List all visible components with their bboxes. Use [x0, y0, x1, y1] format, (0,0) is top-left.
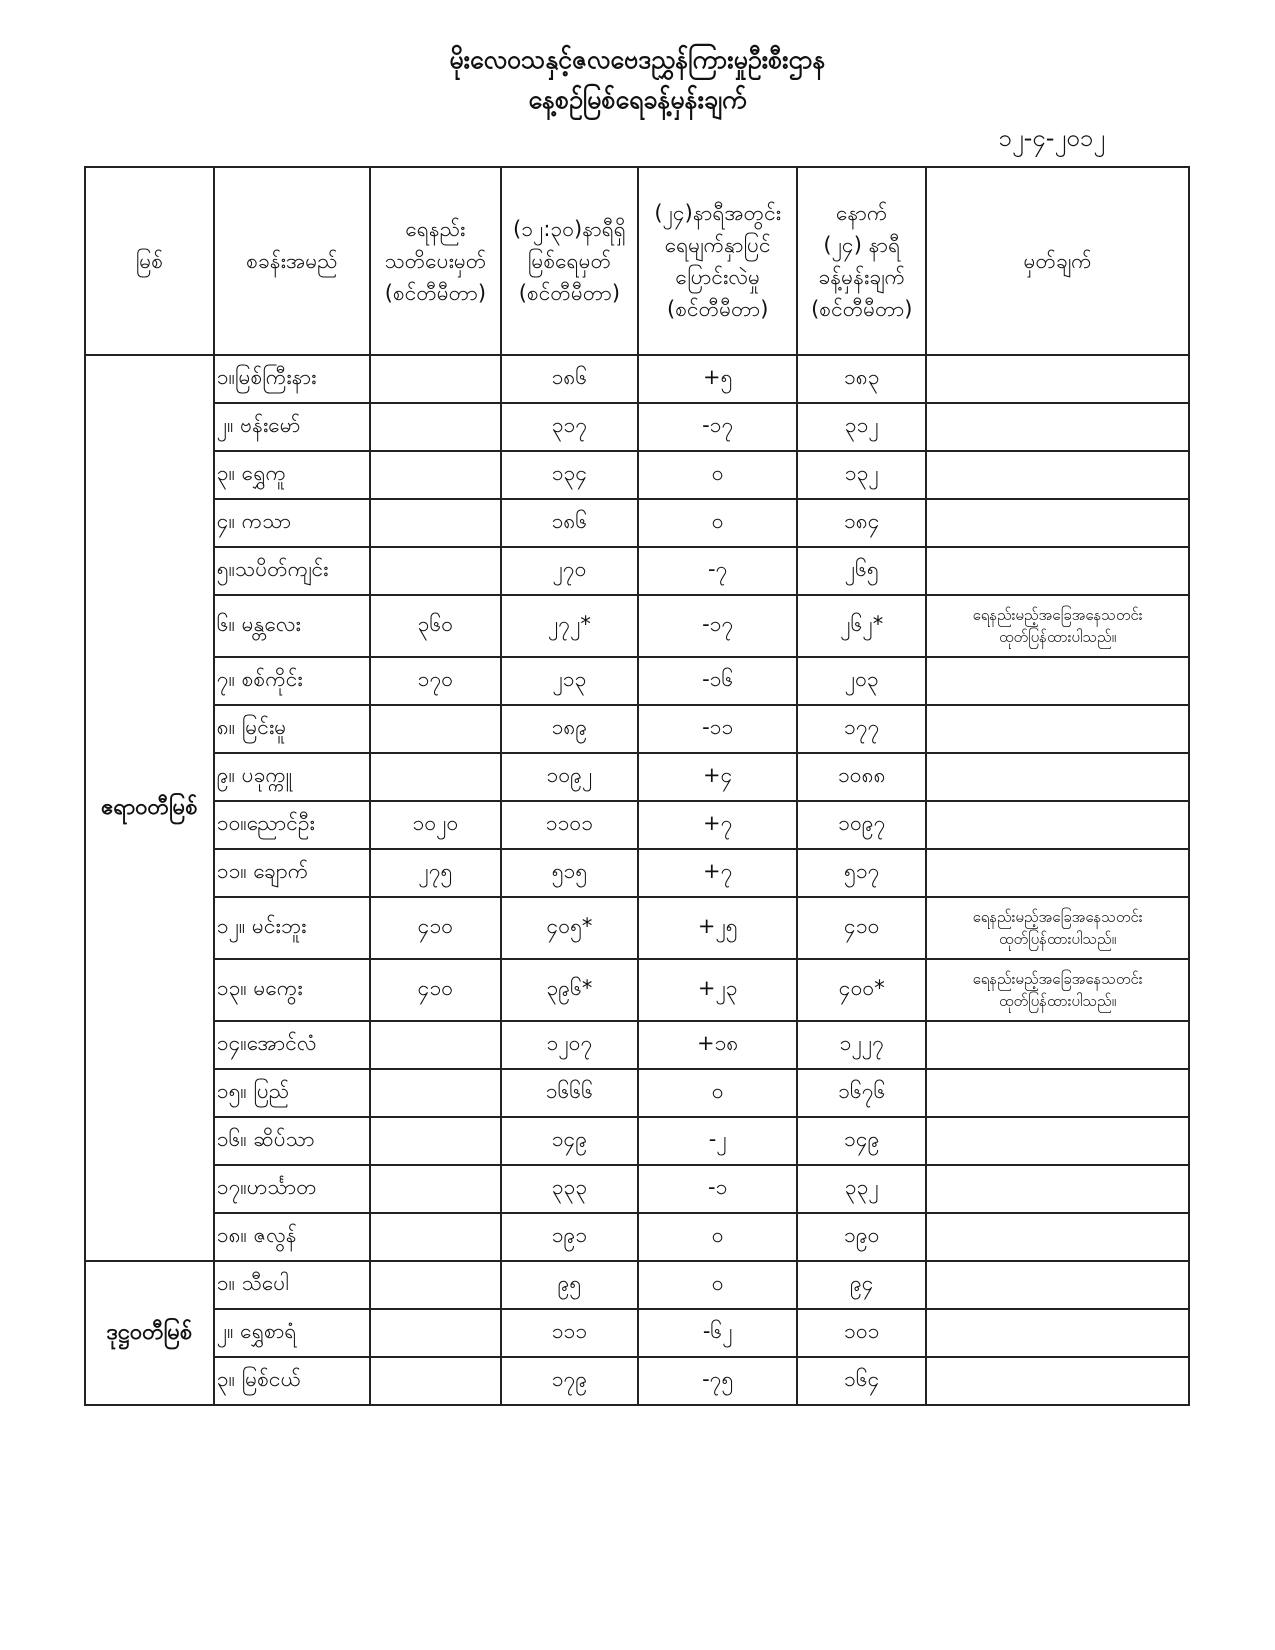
forecast-cell: ၁၄၉ — [797, 1117, 926, 1165]
change-cell: -၁ — [638, 1165, 797, 1213]
danger-level-cell: ၄၁၀ — [370, 959, 501, 1021]
forecast-cell: ၄၁၀ — [797, 897, 926, 959]
header-remarks: မှတ်ချက် — [926, 167, 1189, 355]
header-water-level: (၁၂:၃၀)နာရီရှိ မြစ်ရေမှတ် (စင်တီမီတာ) — [501, 167, 638, 355]
station-cell: ၁။ သီပေါ — [214, 1261, 370, 1309]
river-name-cell: ဒုဋ္ဌဝတီမြစ် — [85, 1261, 214, 1405]
station-cell: ၃။ ရွှေကူ — [214, 451, 370, 499]
station-cell: ၂။ ရွှေစာရံ — [214, 1309, 370, 1357]
station-cell: ၉။ ပခုက္ကူ — [214, 753, 370, 801]
river-forecast-table — [84, 166, 1190, 1406]
change-cell: -၇၅ — [638, 1357, 797, 1405]
danger-level-cell — [370, 1261, 501, 1309]
water-level-cell: ၂၁၃ — [501, 657, 638, 705]
water-level-cell: ၁၁၀၁ — [501, 801, 638, 849]
station-cell: ၁၈။ ဇလွန် — [214, 1213, 370, 1261]
remark-cell — [926, 1213, 1189, 1261]
change-cell: ၀ — [638, 451, 797, 499]
danger-level-cell — [370, 1357, 501, 1405]
change-cell: -၇ — [638, 547, 797, 595]
table-row — [85, 355, 1189, 403]
table-row — [85, 1261, 1189, 1309]
station-cell: ၃။ မြစ်ငယ် — [214, 1357, 370, 1405]
remark-cell — [926, 801, 1189, 849]
station-cell: ၂။ ဗန်းမော် — [214, 403, 370, 451]
danger-level-cell — [370, 403, 501, 451]
water-level-cell: ၃၁၇ — [501, 403, 638, 451]
remark-cell — [926, 355, 1189, 403]
forecast-cell: ၁၈၃ — [797, 355, 926, 403]
table-row — [85, 1357, 1189, 1405]
table-row — [85, 849, 1189, 897]
water-level-cell: ၃၉၆* — [501, 959, 638, 1021]
forecast-cell: ၂၆၅ — [797, 547, 926, 595]
remark-cell — [926, 657, 1189, 705]
water-level-cell: ၁၈၆ — [501, 499, 638, 547]
water-level-cell: ၁၄၉ — [501, 1117, 638, 1165]
change-cell: ၀ — [638, 1069, 797, 1117]
table-row — [85, 451, 1189, 499]
water-level-cell: ၁၀၉၂ — [501, 753, 638, 801]
table-row — [85, 801, 1189, 849]
remark-cell — [926, 1357, 1189, 1405]
remark-cell — [926, 1069, 1189, 1117]
forecast-cell: ၃၃၂ — [797, 1165, 926, 1213]
water-level-cell: ၁၈၆ — [501, 355, 638, 403]
danger-level-cell — [370, 451, 501, 499]
remark-cell — [926, 1021, 1189, 1069]
station-cell: ၁။မြစ်ကြီးနား — [214, 355, 370, 403]
water-level-cell: ၁၉၁ — [501, 1213, 638, 1261]
station-cell: ၁၇။ဟင်္သာတ — [214, 1165, 370, 1213]
forecast-cell: ၁၀၁ — [797, 1309, 926, 1357]
station-cell: ၄။ ကသာ — [214, 499, 370, 547]
water-level-cell: ၉၅ — [501, 1261, 638, 1309]
station-cell: ၁၀။ညောင်ဦး — [214, 801, 370, 849]
danger-level-cell — [370, 1165, 501, 1213]
danger-level-cell — [370, 547, 501, 595]
water-level-cell: ၁၃၄ — [501, 451, 638, 499]
header-change: (၂၄)နာရီအတွင်း ရေမျက်နှာပြင် ပြောင်းလဲမှု (စင်တီမီတာ) — [638, 167, 797, 355]
station-cell: ၁၄။အောင်လံ — [214, 1021, 370, 1069]
table-row — [85, 1021, 1189, 1069]
remark-cell — [926, 547, 1189, 595]
danger-level-cell: ၄၁၀ — [370, 897, 501, 959]
table-row — [85, 403, 1189, 451]
change-cell: +၅ — [638, 355, 797, 403]
table-row — [85, 1309, 1189, 1357]
river-name-cell: ဧရာဝတီမြစ် — [85, 355, 214, 1261]
station-cell: ၆။ မန္တလေး — [214, 595, 370, 657]
forecast-cell: ၁၉၀ — [797, 1213, 926, 1261]
change-cell: +၇ — [638, 801, 797, 849]
station-cell: ၁၃။ မကွေး — [214, 959, 370, 1021]
forecast-cell: ၁၇၇ — [797, 705, 926, 753]
remark-cell — [926, 403, 1189, 451]
remark-cell — [926, 499, 1189, 547]
danger-level-cell — [370, 1021, 501, 1069]
header-danger-level: ရေနည်း သတိပေးမှတ် (စင်တီမီတာ) — [370, 167, 501, 355]
water-level-cell: ၄၀၅* — [501, 897, 638, 959]
danger-level-cell — [370, 1213, 501, 1261]
remark-cell — [926, 705, 1189, 753]
water-level-cell: ၁၁၁ — [501, 1309, 638, 1357]
change-cell: ၀ — [638, 499, 797, 547]
danger-level-cell: ၁၀၂၀ — [370, 801, 501, 849]
station-cell: ၅။သပိတ်ကျင်း — [214, 547, 370, 595]
remark-cell — [926, 1261, 1189, 1309]
table-row — [85, 705, 1189, 753]
change-cell: ၀ — [638, 1261, 797, 1309]
danger-level-cell — [370, 499, 501, 547]
header-forecast: နောက် (၂၄) နာရီ ခန့်မှန်းချက် (စင်တီမီတာ) — [797, 167, 926, 355]
remark-cell — [926, 849, 1189, 897]
table-row — [85, 657, 1189, 705]
remark-cell — [926, 1117, 1189, 1165]
water-level-cell: ၁၈၉ — [501, 705, 638, 753]
forecast-cell: ၁၆၄ — [797, 1357, 926, 1405]
table-row — [85, 1117, 1189, 1165]
forecast-cell: ၅၁၇ — [797, 849, 926, 897]
change-cell: -၁၇ — [638, 595, 797, 657]
page-subtitle: နေ့စဉ်မြစ်ရေခန့်မှန်းချက် — [528, 85, 747, 114]
table-body — [85, 355, 1189, 1405]
header-row — [85, 167, 1189, 355]
danger-level-cell — [370, 1309, 501, 1357]
table-row — [85, 595, 1189, 657]
forecast-cell: ၂၀၃ — [797, 657, 926, 705]
danger-level-cell: ၂၇၅ — [370, 849, 501, 897]
table-row — [85, 1213, 1189, 1261]
station-cell: ၁၆။ ဆိပ်သာ — [214, 1117, 370, 1165]
table-row — [85, 547, 1189, 595]
forecast-cell: ၂၆၂* — [797, 595, 926, 657]
table-row — [85, 1069, 1189, 1117]
water-level-cell: ၃၃၃ — [501, 1165, 638, 1213]
table-row — [85, 499, 1189, 547]
header-river: မြစ် — [85, 167, 214, 355]
change-cell: -၂ — [638, 1117, 797, 1165]
report-date: ၁၂-၄-၂၀၁၂ — [998, 124, 1105, 152]
remark-cell — [926, 1309, 1189, 1357]
forecast-cell: ၁၃၂ — [797, 451, 926, 499]
page-title: မိုးလေဝသနှင့်ဇလဗေဒညွှန်ကြားမှုဦးစီးဌာန — [449, 45, 826, 74]
forecast-cell: ၁၆၇၆ — [797, 1069, 926, 1117]
change-cell: +၇ — [638, 849, 797, 897]
water-level-cell: ၁၇၉ — [501, 1357, 638, 1405]
forecast-cell: ၁၈၄ — [797, 499, 926, 547]
table-row — [85, 1165, 1189, 1213]
remark-cell — [926, 1165, 1189, 1213]
station-cell: ၇။ စစ်ကိုင်း — [214, 657, 370, 705]
danger-level-cell — [370, 753, 501, 801]
header-station: စခန်းအမည် — [214, 167, 370, 355]
table-row — [85, 753, 1189, 801]
table-row — [85, 897, 1189, 959]
change-cell: ၀ — [638, 1213, 797, 1261]
danger-level-cell: ၁၇၀ — [370, 657, 501, 705]
change-cell: +၂၅ — [638, 897, 797, 959]
station-cell: ၁၅။ ပြည် — [214, 1069, 370, 1117]
change-cell: +၁၈ — [638, 1021, 797, 1069]
water-level-cell: ၂၇၀ — [501, 547, 638, 595]
station-cell: ၈။ မြင်းမူ — [214, 705, 370, 753]
forecast-cell: ၉၄ — [797, 1261, 926, 1309]
danger-level-cell — [370, 355, 501, 403]
water-level-cell: ၁၂၀၇ — [501, 1021, 638, 1069]
forecast-cell: ၁၂၂၇ — [797, 1021, 926, 1069]
forecast-cell: ၃၁၂ — [797, 403, 926, 451]
danger-level-cell: ၃၆၀ — [370, 595, 501, 657]
danger-level-cell — [370, 705, 501, 753]
remark-cell: ရေနည်းမည့်အခြေအနေသတင်း ထုတ်ပြန်ထားပါသည်။ — [926, 595, 1189, 657]
remark-cell: ရေနည်းမည့်အခြေအနေသတင်း ထုတ်ပြန်ထားပါသည်။ — [926, 959, 1189, 1021]
water-level-cell: ၂၇၂* — [501, 595, 638, 657]
change-cell: +၄ — [638, 753, 797, 801]
water-level-cell: ၁၆၆၆ — [501, 1069, 638, 1117]
forecast-cell: ၁၀၈၈ — [797, 753, 926, 801]
remark-cell — [926, 451, 1189, 499]
remark-cell: ရေနည်းမည့်အခြေအနေသတင်း ထုတ်ပြန်ထားပါသည်။ — [926, 897, 1189, 959]
danger-level-cell — [370, 1117, 501, 1165]
station-cell: ၁၂။ မင်းဘူး — [214, 897, 370, 959]
danger-level-cell — [370, 1069, 501, 1117]
change-cell: -၁၇ — [638, 403, 797, 451]
change-cell: -၆၂ — [638, 1309, 797, 1357]
change-cell: -၁၁ — [638, 705, 797, 753]
change-cell: -၁၆ — [638, 657, 797, 705]
remark-cell — [926, 753, 1189, 801]
water-level-cell: ၅၁၅ — [501, 849, 638, 897]
forecast-cell: ၁၀၉၇ — [797, 801, 926, 849]
station-cell: ၁၁။ ချောက် — [214, 849, 370, 897]
change-cell: +၂၃ — [638, 959, 797, 1021]
forecast-cell: ၄၀၀* — [797, 959, 926, 1021]
table-row — [85, 959, 1189, 1021]
